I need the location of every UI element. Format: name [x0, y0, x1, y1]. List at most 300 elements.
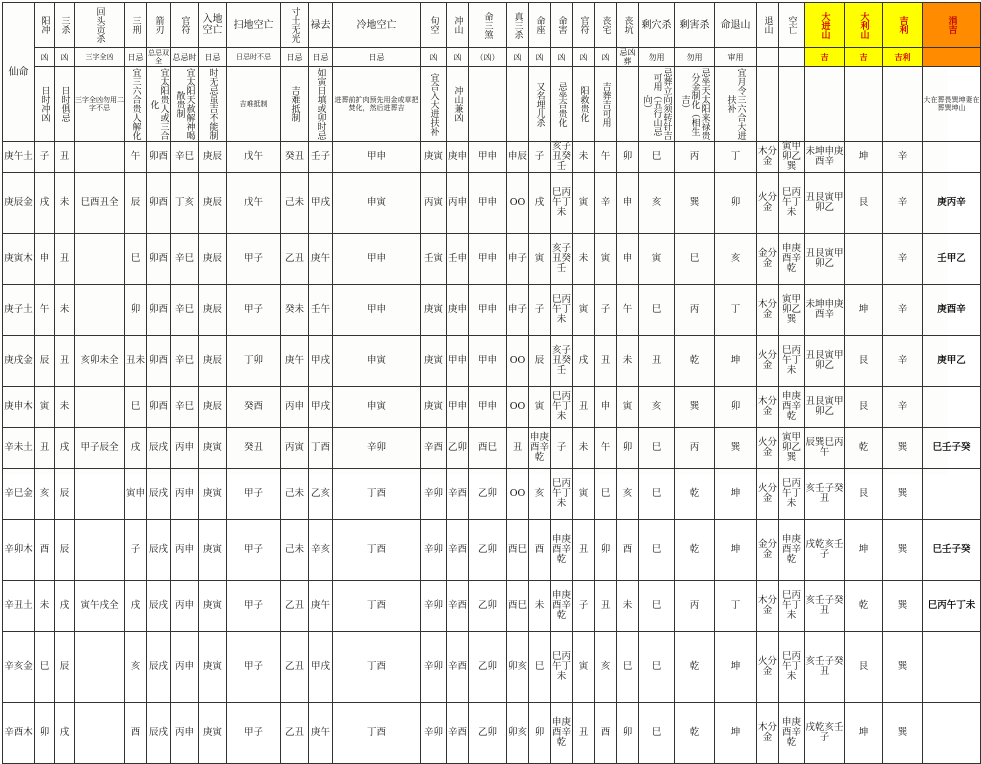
table-cell: 乾 [845, 428, 883, 469]
table-cell: 火分金 [757, 336, 779, 387]
table-cell: 卯酉 [147, 142, 171, 173]
note-cell: 吉难抵制 [281, 67, 309, 142]
rule-cell: 吉 [845, 48, 883, 67]
table-cell: 巳丙午丁未 [779, 173, 805, 234]
note-cell: 如寅日填或卯时忌 [309, 67, 333, 142]
table-cell: 巳丙午丁未 [551, 173, 573, 234]
table-cell: 申庚酉辛乾 [551, 581, 573, 632]
table-cell: 乙丑 [281, 581, 309, 632]
table-cell: 辛 [883, 173, 923, 234]
table-cell: 甲戌 [309, 632, 333, 703]
table-cell: 丁酉 [333, 469, 421, 520]
table-cell: 卯 [715, 173, 757, 234]
table-cell: 巳 [639, 285, 675, 336]
column-header: 冲山 [447, 3, 469, 48]
table-cell: 己未 [281, 469, 309, 520]
table-cell: 庚寅 [199, 520, 227, 581]
table-cell [75, 469, 125, 520]
table-cell: 亥 [715, 234, 757, 285]
table-cell [923, 469, 981, 520]
rule-cell: 勿用 [639, 48, 675, 67]
rule-cell: 凶 [529, 48, 551, 67]
rule-cell: 日忌 [333, 48, 421, 67]
table-row [3, 703, 981, 764]
table-cell: 丁酉 [333, 703, 421, 764]
table-row [3, 632, 981, 703]
table-cell: 巳丙午丁未 [923, 581, 981, 632]
table-cell: 未 [55, 173, 75, 234]
table-cell [923, 703, 981, 764]
table-cell: 坤 [715, 703, 757, 764]
note-cell: 吉葬吉可用 [595, 67, 617, 142]
table-row [3, 581, 981, 632]
table-cell: 巳丙午丁未 [551, 632, 573, 703]
rule-cell: 吉利 [883, 48, 923, 67]
table-cell: 乙卯 [469, 469, 507, 520]
row-label: 辛未土 [3, 428, 35, 469]
table-cell: 未 [35, 581, 55, 632]
table-cell: 丑 [55, 142, 75, 173]
table-cell: 丁酉 [333, 581, 421, 632]
table-cell: 甲子 [227, 632, 281, 703]
table-cell: 戌 [125, 581, 147, 632]
table-cell: 艮 [845, 336, 883, 387]
table-cell: 木分金 [757, 142, 779, 173]
table-cell: 乙卯 [469, 581, 507, 632]
table-cell: 辰戌 [147, 703, 171, 764]
table-cell: 酉 [529, 520, 551, 581]
table-cell: 丙 [675, 581, 715, 632]
rule-cell: 日忌 [281, 48, 309, 67]
table-cell: 亥卯未全 [75, 336, 125, 387]
table-cell: 甲戌 [309, 173, 333, 234]
table-cell: 巳丙午丁未 [551, 387, 573, 428]
table-cell: 丁酉 [333, 520, 421, 581]
table-cell: 丙申 [171, 703, 199, 764]
table-cell: 金分金 [757, 234, 779, 285]
note-cell [805, 67, 845, 142]
table-cell: 庚寅 [199, 428, 227, 469]
table-cell: 甲子辰全 [75, 428, 125, 469]
table-cell: 巳壬子癸 [923, 520, 981, 581]
table-cell: 戌 [55, 703, 75, 764]
table-cell: 丙申 [171, 520, 199, 581]
table-cell: 丑 [507, 428, 529, 469]
column-header: 箭刃 [147, 3, 171, 48]
table-cell: 木分金 [757, 581, 779, 632]
table-cell: 甲申 [447, 336, 469, 387]
table-cell: 丁 [715, 142, 757, 173]
note-cell: 三字全凶勿用二字不忌 [75, 67, 125, 142]
table-cell: 丙申 [171, 632, 199, 703]
column-header: 官符 [573, 3, 595, 48]
table-cell: 丁酉 [309, 428, 333, 469]
table-cell: 亥 [595, 632, 617, 703]
table-cell: 亥子丑癸壬 [551, 336, 573, 387]
table-cell: 卯亥 [507, 632, 529, 703]
table-cell: 申庚酉辛乾 [779, 234, 805, 285]
table-cell: 酉 [617, 520, 639, 581]
table-cell: 亥壬子癸丑 [805, 632, 845, 703]
table-cell: 壬申 [447, 234, 469, 285]
table-cell: 乾 [845, 581, 883, 632]
column-header: 扫地空亡 [227, 3, 281, 48]
table-cell: 戌 [55, 581, 75, 632]
table-cell: 子 [595, 285, 617, 336]
table-cell: 辛 [883, 234, 923, 285]
column-header: 阳冲 [35, 3, 55, 48]
table-cell: 亥 [639, 173, 675, 234]
table-cell: 木分金 [757, 387, 779, 428]
table-cell: 巳 [595, 469, 617, 520]
table-cell: 辛酉 [447, 520, 469, 581]
note-cell: 宜太阳贵人或三合化 [148, 68, 169, 140]
table-cell: 丑 [573, 520, 595, 581]
table-cell: 辰戌 [147, 581, 171, 632]
table-cell: 寅午戌全 [75, 581, 125, 632]
table-cell: 甲申 [333, 285, 421, 336]
table-cell [75, 234, 125, 285]
table-cell: 庚辰 [199, 142, 227, 173]
table-cell: 庚午 [309, 234, 333, 285]
table-cell: 亥壬子癸丑 [805, 581, 845, 632]
table-cell: 甲申 [469, 142, 507, 173]
note-cell [617, 67, 639, 142]
table-cell: 丙 [675, 142, 715, 173]
note-cell: 日时冲凶 [35, 67, 55, 142]
table-cell: 坤 [715, 336, 757, 387]
table-cell: 巽 [883, 703, 923, 764]
table-cell: 辛卯 [421, 703, 447, 764]
table-row [3, 428, 981, 469]
table-cell: 辛酉 [447, 581, 469, 632]
table-cell: 申庚酉辛乾 [779, 703, 805, 764]
table-cell: 巽 [883, 581, 923, 632]
table-cell: 亥 [639, 387, 675, 428]
note-cell: 宜太阳天赦解神喝散贵制 [171, 67, 199, 142]
table-cell: 戌乾亥壬子 [805, 520, 845, 581]
table-cell: 火分金 [757, 469, 779, 520]
table-cell [75, 142, 125, 173]
table-cell: 庚申 [447, 285, 469, 336]
table-cell: 巳 [125, 387, 147, 428]
table-cell: 辛巳 [171, 336, 199, 387]
table-cell: 辰戌 [147, 632, 171, 703]
note-cell: 阳救贵化 [573, 67, 595, 142]
table-cell [75, 703, 125, 764]
table-cell: 辰 [55, 632, 75, 703]
table-cell: 甲子 [227, 234, 281, 285]
table-cell: 辛酉 [447, 703, 469, 764]
rule-cell: 勿用 [675, 48, 715, 67]
table-row [3, 142, 981, 173]
column-header: 回头贡杀 [75, 3, 125, 48]
table-cell: 申子 [507, 285, 529, 336]
table-cell: 己未 [281, 520, 309, 581]
table-cell: 未 [573, 142, 595, 173]
table-cell: 卯 [715, 387, 757, 428]
table-cell: 未 [529, 581, 551, 632]
table-cell: 庚寅 [421, 387, 447, 428]
table-row [3, 520, 981, 581]
table-cell: 辛巳 [171, 142, 199, 173]
table-cell: 巳丙午丁未 [779, 336, 805, 387]
almanac-table [2, 2, 981, 764]
table-cell: 乙丑 [281, 632, 309, 703]
table-cell: 甲子 [227, 469, 281, 520]
table-cell: 火分金 [757, 632, 779, 703]
table-cell: 未坤申庚酉辛 [805, 142, 845, 173]
column-header: 命座 [529, 3, 551, 48]
rule-cell: 总忌时 [171, 48, 199, 67]
table-cell: 巳 [125, 234, 147, 285]
column-header: 吉利 [883, 3, 923, 48]
table-cell: 酉 [595, 703, 617, 764]
table-cell: 亥 [529, 469, 551, 520]
table-cell: 癸丑 [281, 142, 309, 173]
table-cell: 辛亥 [309, 520, 333, 581]
rule-cell: （凶） [469, 48, 507, 67]
table-cell: 申庚酉辛乾 [551, 703, 573, 764]
table-cell: 丑 [55, 234, 75, 285]
table-cell: 辛卯 [421, 632, 447, 703]
table-cell [923, 632, 981, 703]
table-cell: 己未 [281, 173, 309, 234]
table-cell: 癸未 [281, 285, 309, 336]
table-cell: 午 [35, 285, 55, 336]
table-cell: 卯 [617, 142, 639, 173]
table-cell [75, 387, 125, 428]
table-cell [845, 234, 883, 285]
table-cell: 巽 [883, 428, 923, 469]
table-cell: 巽 [883, 520, 923, 581]
table-cell: 辛 [595, 173, 617, 234]
table-cell: 辛卯 [421, 581, 447, 632]
rule-cell: 日忌时不忌 [227, 48, 281, 67]
table-cell: 丁 [715, 285, 757, 336]
table-cell: 巽 [715, 428, 757, 469]
table-row [3, 387, 981, 428]
table-cell: 丑 [35, 428, 55, 469]
table-cell: 壬寅 [421, 234, 447, 285]
table-cell: 乾 [675, 703, 715, 764]
column-header: 命退山 [715, 3, 757, 48]
table-cell: 申庚酉辛乾 [779, 387, 805, 428]
table-cell: 巳酉丑全 [75, 173, 125, 234]
table-cell [923, 387, 981, 428]
table-cell: 庚甲乙 [923, 336, 981, 387]
table-cell: 艮 [845, 469, 883, 520]
table-cell: 甲子 [227, 581, 281, 632]
rule-cell: 凶 [573, 48, 595, 67]
table-cell: 申庚酉辛乾 [779, 520, 805, 581]
table-cell: 子 [529, 285, 551, 336]
rule-cell: 日忌 [125, 48, 147, 67]
table-cell: OO [507, 173, 529, 234]
table-cell: 卯酉 [147, 336, 171, 387]
table-cell: 辛卯 [421, 469, 447, 520]
table-cell: 午 [595, 428, 617, 469]
table-cell: 亥 [125, 632, 147, 703]
table-cell: 丑艮寅甲卯乙 [805, 173, 845, 234]
table-cell: 寅 [35, 387, 55, 428]
table-cell: 乙亥 [309, 469, 333, 520]
note-cell [469, 67, 507, 142]
table-cell: 庚辰 [199, 234, 227, 285]
table-cell: 未 [617, 581, 639, 632]
table-cell: 申 [595, 387, 617, 428]
note-cell: 忌坐天太阳来禄贵分金制化（相生吉） [675, 67, 715, 142]
table-cell: 丑 [55, 336, 75, 387]
table-cell: 辛 [883, 285, 923, 336]
table-cell: 庚寅 [199, 581, 227, 632]
column-header: 冷地空亡 [333, 3, 421, 48]
rule-cell: 凶 [421, 48, 447, 67]
table-cell: 巳丙午丁未 [551, 285, 573, 336]
table-cell: 辛卯 [333, 428, 421, 469]
note-cell [779, 67, 805, 142]
table-cell: 辛 [883, 387, 923, 428]
table-cell: 卯酉 [147, 285, 171, 336]
table-cell: 子 [573, 581, 595, 632]
table-cell: 寅 [573, 285, 595, 336]
table-cell [75, 520, 125, 581]
table-cell [923, 142, 981, 173]
table-cell: 甲申 [469, 173, 507, 234]
note-cell: 又名埋儿杀 [529, 67, 551, 142]
table-cell: 庚寅 [421, 285, 447, 336]
table-cell: 酉 [125, 703, 147, 764]
table-cell: 申 [617, 234, 639, 285]
rule-cell: 吉 [805, 48, 845, 67]
table-cell: 丑艮寅甲卯乙 [805, 387, 845, 428]
rule-cell [757, 48, 779, 67]
table-cell: 癸丑 [227, 428, 281, 469]
table-cell: 甲申 [469, 234, 507, 285]
table-cell: 戊午 [227, 142, 281, 173]
table-cell: 乾 [675, 469, 715, 520]
note-cell: 大在葬畏巽坤妻在葬巽坤山 [923, 67, 981, 142]
rule-cell [923, 48, 981, 67]
table-cell: 戊午 [227, 173, 281, 234]
table-cell: 庚寅 [199, 632, 227, 703]
table-cell: 辛巳 [171, 387, 199, 428]
table-cell: 申庚酉辛乾 [551, 520, 573, 581]
table-cell: 乙卯 [469, 703, 507, 764]
table-cell: 丑艮寅甲卯乙 [805, 234, 845, 285]
note-cell: 宜月令三六合大进扶补 [715, 67, 757, 142]
table-cell: 申寅 [333, 173, 421, 234]
table-cell: 申寅 [333, 387, 421, 428]
table-cell: 庚寅 [199, 703, 227, 764]
table-cell: 卯 [529, 703, 551, 764]
note-cell: 冲山兼凶 [447, 67, 469, 142]
rule-cell [779, 48, 805, 67]
note-cell [845, 67, 883, 142]
column-header: 入地空亡 [199, 3, 227, 48]
row-label: 辛巳金 [3, 469, 35, 520]
table-cell: 甲申 [469, 336, 507, 387]
table-cell: 戌 [125, 428, 147, 469]
table-cell: 亥子丑癸壬 [551, 234, 573, 285]
table-cell: 壬甲乙 [923, 234, 981, 285]
table-cell: 乙丑 [281, 234, 309, 285]
table-cell: 酉 [35, 520, 55, 581]
table-cell: 亥壬子癸丑 [805, 469, 845, 520]
rule-cell: 凶 [35, 48, 55, 67]
table-cell: 辛巳 [171, 234, 199, 285]
table-row [3, 234, 981, 285]
table-cell: 坤 [845, 285, 883, 336]
table-cell: 庚午 [309, 703, 333, 764]
table-cell: 巳 [639, 520, 675, 581]
table-cell [75, 285, 125, 336]
table-cell: 子 [529, 142, 551, 173]
table-cell: 戌 [55, 428, 75, 469]
table-cell: 庚寅 [421, 336, 447, 387]
table-cell: 申子 [507, 234, 529, 285]
rule-cell: 凶 [447, 48, 469, 67]
row-label: 庚申木 [3, 387, 35, 428]
table-cell: 辛酉 [447, 469, 469, 520]
table-cell: 木分金 [757, 703, 779, 764]
table-cell: 庚辰 [199, 387, 227, 428]
table-cell: 申庚酉辛乾 [529, 428, 551, 469]
note-cell: 时无忌虽吉不能制 [199, 67, 227, 142]
table-cell: 丑 [595, 336, 617, 387]
table-cell: 卯 [35, 703, 55, 764]
note-cell: 忌葬立向须转针吉可用（五行山忌向） [639, 67, 675, 142]
table-cell: 巳 [675, 234, 715, 285]
corner-label: 仙命 [3, 3, 35, 142]
table-cell: 亥 [35, 469, 55, 520]
table-cell: 巳 [639, 469, 675, 520]
table-cell: OO [507, 469, 529, 520]
table-cell: 辛 [883, 142, 923, 173]
table-cell: 未 [617, 336, 639, 387]
table-cell: 巳 [639, 632, 675, 703]
column-header: 旬空 [421, 3, 447, 48]
table-cell: 酉巳 [507, 520, 529, 581]
table-cell: 卯酉 [147, 387, 171, 428]
row-label: 庚辰金 [3, 173, 35, 234]
note-cell: 日时俱忌 [55, 67, 75, 142]
table-cell: 寅 [617, 387, 639, 428]
row-label: 庚戌金 [3, 336, 35, 387]
table-cell: 子 [125, 520, 147, 581]
table-row [3, 336, 981, 387]
note-cell [883, 67, 923, 142]
table-row [3, 173, 981, 234]
table-cell: 甲子 [227, 520, 281, 581]
row-label: 庚子土 [3, 285, 35, 336]
table-cell: 甲子 [227, 703, 281, 764]
note-cell [757, 67, 779, 142]
table-cell: 辰 [125, 173, 147, 234]
rule-cell: 日忌 [199, 48, 227, 67]
table-cell: 寅甲卯乙巽 [779, 428, 805, 469]
table-cell: 乙卯 [447, 428, 469, 469]
table-cell: 辛酉 [447, 632, 469, 703]
table-cell: 辰戌 [147, 520, 171, 581]
table-cell: 辛卯 [421, 520, 447, 581]
table-cell: 坤 [715, 520, 757, 581]
table-cell: 辰 [55, 469, 75, 520]
table-cell: 卯亥 [507, 703, 529, 764]
table-cell: 辰戌 [147, 469, 171, 520]
rule-cell: 凶 [55, 48, 75, 67]
table-cell: 甲申 [333, 142, 421, 173]
